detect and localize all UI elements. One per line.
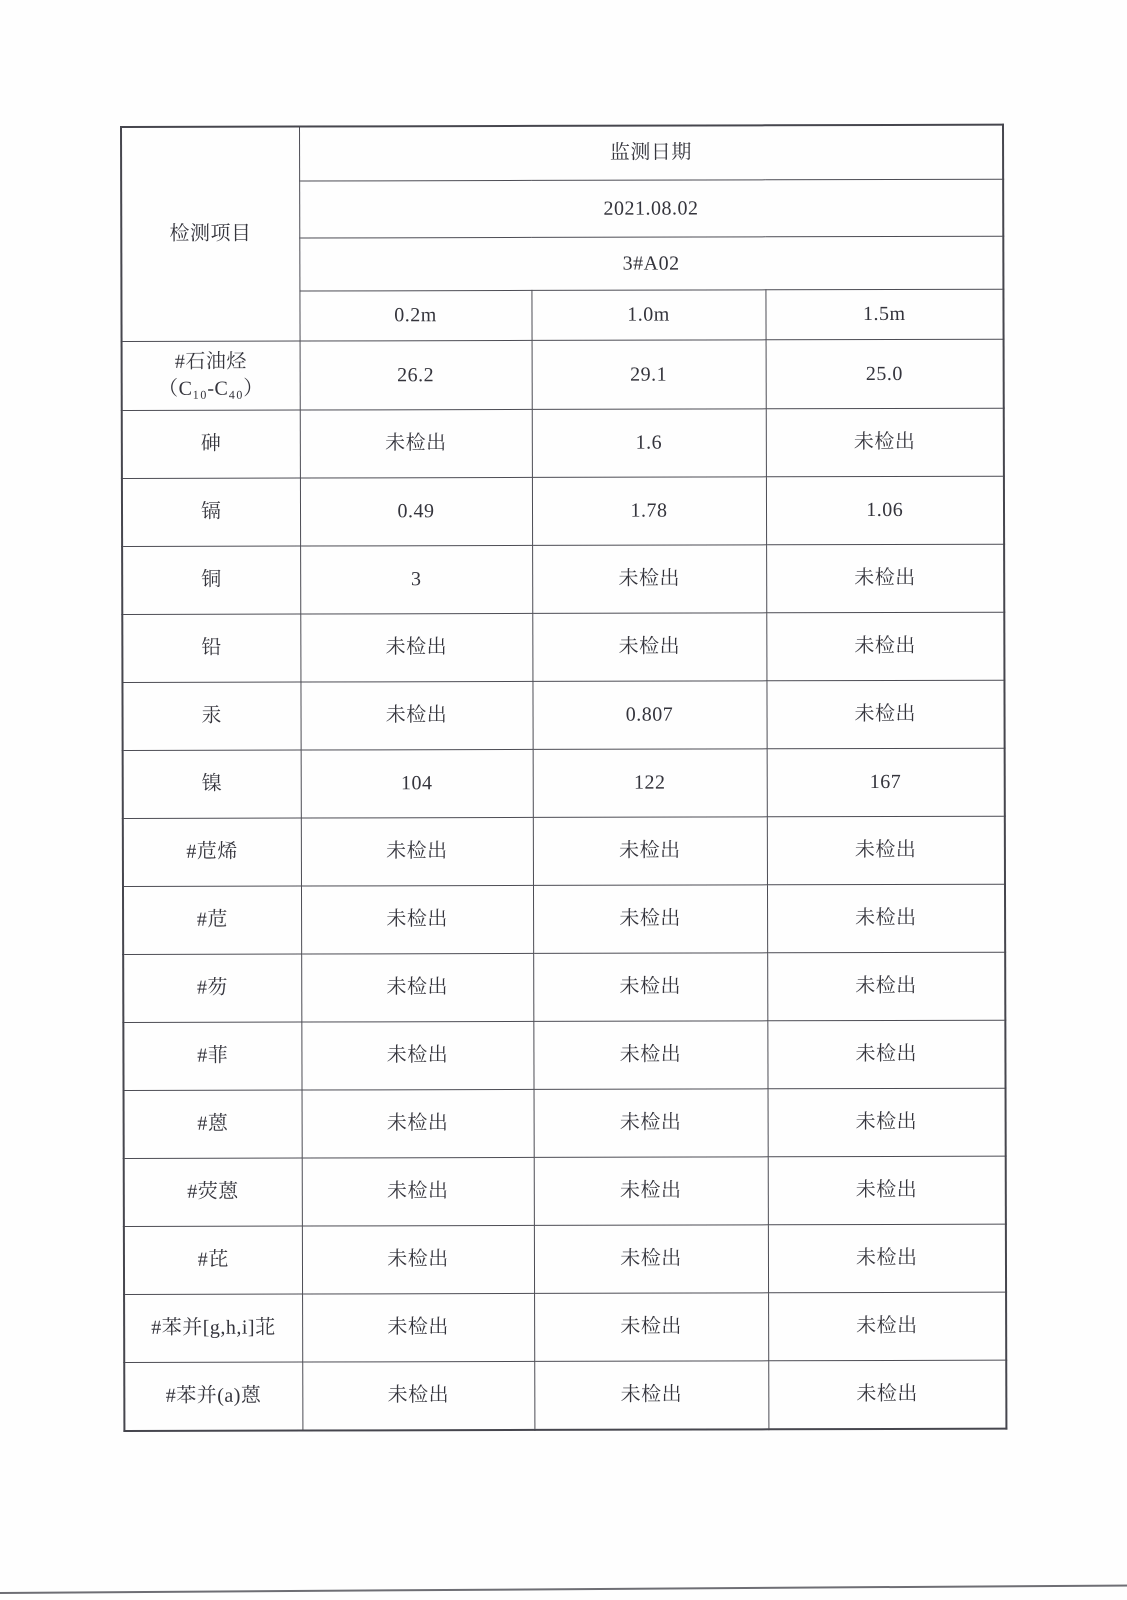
- value-cell: 未检出: [766, 612, 1004, 681]
- header-date-label: 监测日期: [299, 125, 1003, 181]
- value-cell: 未检出: [767, 952, 1005, 1021]
- table-row: [124, 1292, 1006, 1362]
- monitoring-data-table: [120, 124, 1007, 1432]
- value-cell: 未检出: [768, 1156, 1006, 1225]
- value-cell: 未检出: [533, 885, 767, 954]
- analyte-label-cell: 汞: [122, 682, 300, 750]
- value-cell: 未检出: [532, 613, 766, 682]
- value-cell: 未检出: [766, 544, 1004, 613]
- table-row: [124, 1224, 1006, 1294]
- value-cell: 26.2: [300, 340, 532, 410]
- value-cell: 167: [767, 748, 1005, 817]
- value-cell: 3: [300, 545, 532, 614]
- value-cell: 未检出: [768, 1088, 1006, 1157]
- analyte-label-cell: #蒽: [124, 1090, 302, 1158]
- value-cell: 25.0: [766, 339, 1004, 409]
- next-table-top-edge: [0, 1584, 1127, 1594]
- table-row: [122, 612, 1004, 682]
- value-cell: 未检出: [534, 1089, 768, 1158]
- header-date-value: 2021.08.02: [299, 179, 1003, 238]
- value-cell: 未检出: [533, 817, 767, 886]
- value-cell: 104: [301, 749, 533, 818]
- table-row: [122, 339, 1004, 410]
- value-cell: 未检出: [533, 1021, 767, 1090]
- value-cell: 未检出: [301, 885, 533, 954]
- value-cell: 未检出: [766, 408, 1004, 477]
- value-cell: 未检出: [300, 613, 532, 682]
- value-cell: 未检出: [302, 1225, 534, 1294]
- value-cell: 未检出: [300, 409, 532, 478]
- value-cell: 未检出: [300, 681, 532, 750]
- value-cell: 未检出: [302, 1361, 534, 1430]
- value-cell: 未检出: [301, 1021, 533, 1090]
- analyte-label-cell: 镉: [122, 478, 300, 546]
- table-row: [123, 816, 1005, 886]
- monitoring-report-table-container: [120, 124, 1005, 1432]
- value-cell: 未检出: [767, 884, 1005, 953]
- value-cell: 0.49: [300, 477, 532, 546]
- analyte-label-cell: #石油烃 （C₁₀-C₄₀）: [122, 341, 300, 410]
- value-cell: 未检出: [302, 1293, 534, 1362]
- value-cell: 未检出: [768, 1224, 1006, 1293]
- value-cell: 未检出: [302, 1157, 534, 1226]
- value-cell: 未检出: [768, 1292, 1006, 1361]
- table-row: [124, 1360, 1006, 1431]
- table-row: [123, 952, 1005, 1022]
- value-cell: 未检出: [301, 953, 533, 1022]
- analyte-label-cell: #苊烯: [123, 818, 301, 886]
- table-row: [122, 544, 1004, 614]
- depth-column-header: 0.2m: [299, 290, 531, 341]
- analyte-label-cell: 铜: [122, 546, 300, 614]
- analyte-label-cell: #荧蒽: [124, 1158, 302, 1226]
- header-site-value: 3#A02: [299, 236, 1003, 291]
- analyte-label-cell: #芘: [124, 1226, 302, 1294]
- analyte-label-cell: #芴: [123, 954, 301, 1022]
- value-cell: 未检出: [534, 1225, 768, 1294]
- depth-column-header: 1.0m: [531, 290, 765, 341]
- depth-column-header: 1.5m: [765, 289, 1003, 340]
- table-row: [122, 680, 1004, 750]
- table-row: [124, 1156, 1006, 1226]
- value-cell: 122: [533, 749, 767, 818]
- value-cell: 未检出: [767, 816, 1005, 885]
- value-cell: 1.6: [532, 409, 766, 478]
- value-cell: 未检出: [534, 1293, 768, 1362]
- analyte-label-cell: 铅: [122, 614, 300, 682]
- value-cell: 未检出: [534, 1361, 768, 1430]
- table-row: [123, 1020, 1005, 1090]
- value-cell: 未检出: [532, 545, 766, 614]
- analyte-label-cell: #苯并(a)蒽: [124, 1362, 302, 1431]
- value-cell: 1.06: [766, 476, 1004, 545]
- header-item-label: 检测项目: [121, 127, 300, 342]
- value-cell: 未检出: [302, 1089, 534, 1158]
- table-row: [122, 408, 1004, 478]
- analyte-label-cell: #菲: [123, 1022, 301, 1090]
- value-cell: 未检出: [534, 1157, 768, 1226]
- value-cell: 未检出: [533, 953, 767, 1022]
- analyte-label-cell: #苊: [123, 886, 301, 954]
- table-row: [123, 884, 1005, 954]
- value-cell: 0.807: [532, 681, 766, 750]
- analyte-label-cell: #苯并[g,h,i]苝: [124, 1294, 302, 1362]
- value-cell: 未检出: [766, 680, 1004, 749]
- value-cell: 29.1: [532, 340, 766, 410]
- value-cell: 未检出: [768, 1360, 1006, 1429]
- table-row: [123, 748, 1005, 818]
- table-row: [124, 1088, 1006, 1158]
- analyte-label-cell: 镍: [123, 750, 301, 818]
- analyte-label-cell: 砷: [122, 410, 300, 478]
- table-row: [122, 476, 1004, 546]
- value-cell: 未检出: [767, 1020, 1005, 1089]
- value-cell: 未检出: [301, 817, 533, 886]
- value-cell: 1.78: [532, 477, 766, 546]
